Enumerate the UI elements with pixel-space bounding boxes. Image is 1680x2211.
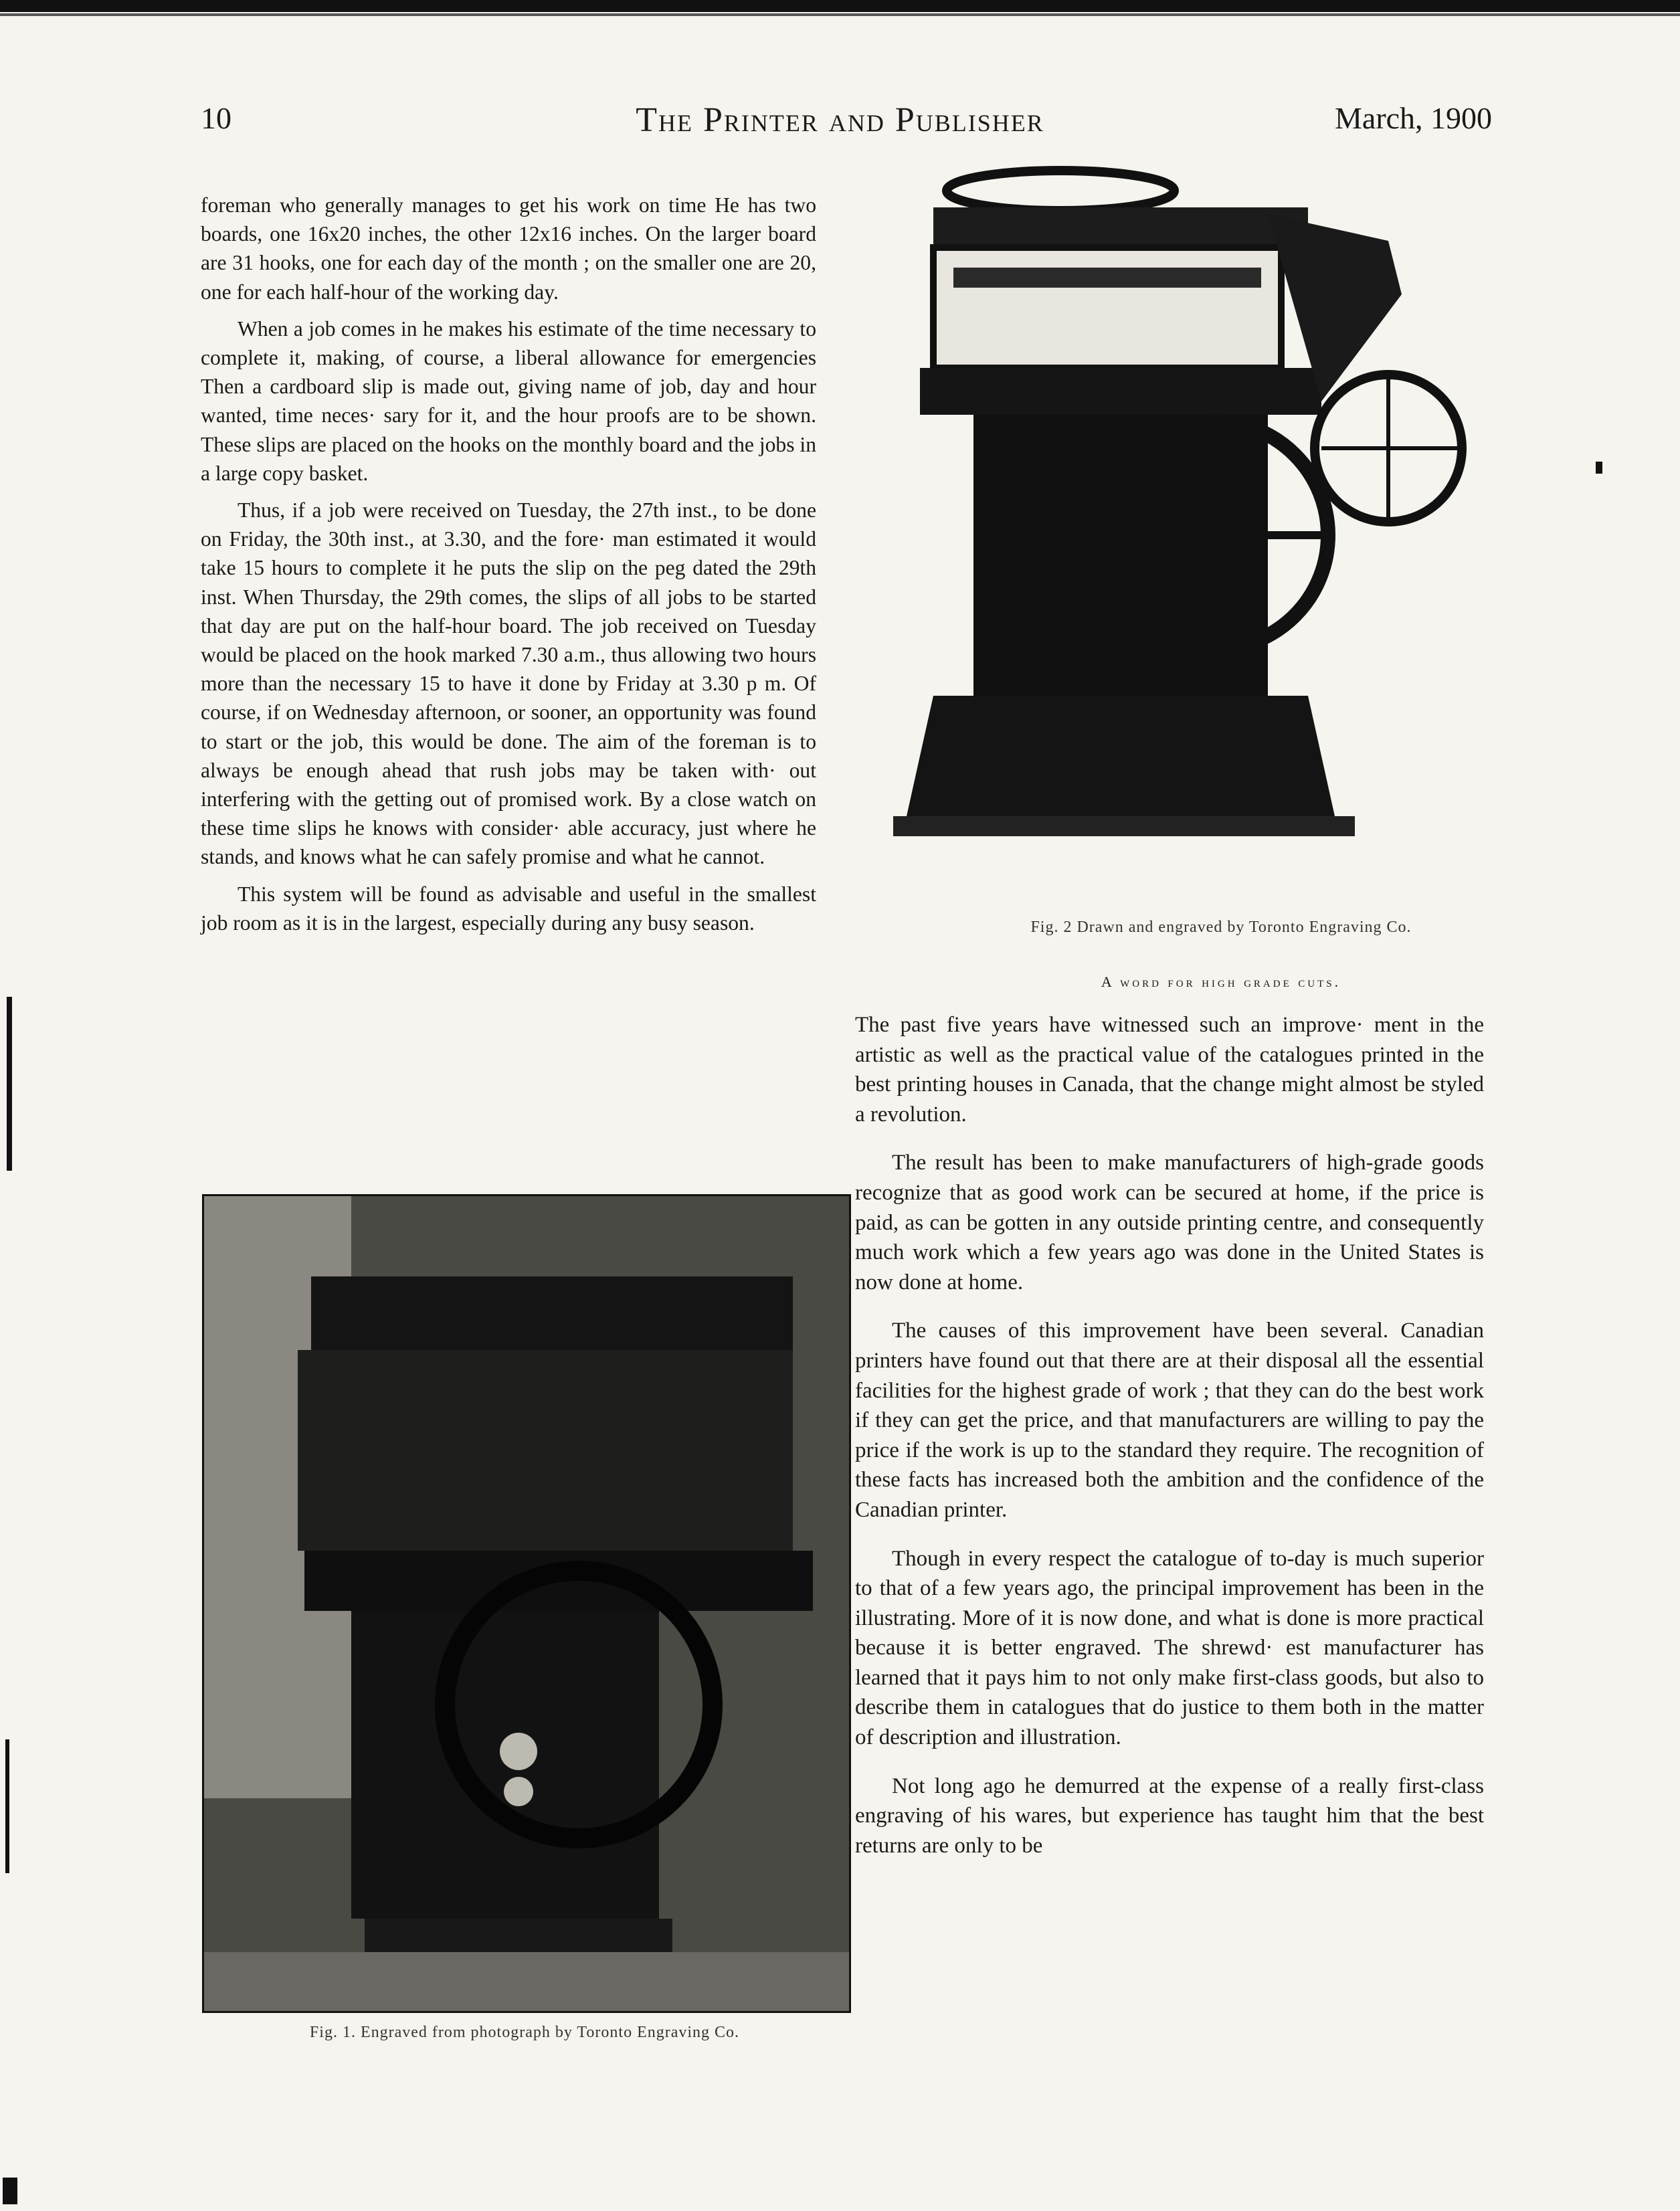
paper-cutter-photo-icon xyxy=(204,1196,849,2011)
scan-top-edge xyxy=(0,0,1680,12)
page-number: 10 xyxy=(201,101,231,135)
figure-1-caption: Fig. 1. Engraved from photograph by Toronto Engraving Co. xyxy=(309,2024,740,2041)
scan-top-edge-line xyxy=(0,13,1680,16)
paragraph: Thus, if a job were received on Tuesday, the 27th inst., to be done on Friday, the 30th inst., at 3.30, and the fore· man estimated it would take 15 hours to complete it he puts the slip on the peg dated the 29th inst. When Thursday, the 29th comes, the slips of all jobs to be started that day are put on the half-hour board. The job received on Tuesday would be placed on the hook marked 7.30 a.m., thus allowing two hours more than the necessary 15 to have it done by Friday at 3.30 p m. Of course, if on Wednesday afternoon, or sooner, an opportunity was found to start or the job, this would be done. The aim of the foreman is to always be enough ahead that rush jobs may be taken with· out interfering with the getting out of promised work. By a close watch on these time slips he knows with consider· able accuracy, just where he stands, and knows what he can safely promise and what he cannot. xyxy=(201,498,816,869)
paragraph: The result has been to make manufacturers of high-grade goods recognize that as good work can be secured at home, if the price is paid, as can be gotten in any outside printing centre, and consequently much work which a few years ago was done in the United States is now done at home. xyxy=(855,1151,1484,1294)
right-column-text xyxy=(855,1010,1484,1879)
scan-margin-mark xyxy=(1596,462,1602,474)
scan-margin-mark xyxy=(3,2178,17,2204)
paragraph: Though in every respect the catalogue of to-day is much superior to that of a few years ago, the principal improvement has been in the illustrating. More of it is now done, and what is done is more practical because it is better engraved. The shrewd· est manufacturer has learned that it pays him to not only make first-class goods, but also to describe them in catalogues that do justice to them both in the matter of description and illustration. xyxy=(855,1546,1484,1750)
paper-cutter-drawing-icon xyxy=(893,161,1489,863)
figure-2-caption: Fig. 2 Drawn and engraved by Toronto Engraving Co. xyxy=(1030,919,1412,936)
paragraph: foreman who generally manages to get his work on time He has two boards, one 16x20 inches, the other 12x16 inches. On the larger board are 31 hooks, one for each day of the month ; on the smaller one are 20, one for each half-hour of the working day. xyxy=(201,193,816,304)
figure-1-photo-engraving xyxy=(202,1194,851,2013)
journal-title: The Printer and Publisher xyxy=(636,101,1044,139)
section-heading: A word for high grade cuts. xyxy=(1101,973,1341,990)
left-column-text xyxy=(201,191,816,945)
scan-margin-mark xyxy=(5,1739,9,1873)
paragraph: This system will be found as advisable and useful in the smallest job room as it is in the largest, especially during any busy season. xyxy=(201,882,816,935)
paragraph: The causes of this improvement have been several. Canadian printers have found out that there are at their disposal all the essential facilities for the highest grade of work ; that they can do the best work if they can get the price, and that manufacturers are willing to pay the price if the work is up to the standard they require. The recognition of these facts has increased both the ambition and the confidence of the Canadian printer. xyxy=(855,1319,1484,1522)
issue-date: March, 1900 xyxy=(1335,101,1493,135)
scan-margin-mark xyxy=(7,997,12,1171)
paragraph: When a job comes in he makes his estimate of the time necessary to complete it, making, of course, a liberal allowance for emergencies Then a cardboard slip is made out, giving name of job, day and hour wanted, time neces· sary for it, and the hour proofs are to be shown. These slips are placed on the hooks on the monthly board and the jobs in a large copy basket. xyxy=(201,316,816,485)
paragraph: The past five years have witnessed such an improve· ment in the artistic as well as the practical value of the catalogues printed in the best printing houses in Canada, that the change might almost be styled a revolution. xyxy=(855,1013,1484,1127)
figure-2-paper-cutter-engraving xyxy=(893,161,1489,863)
paragraph: Not long ago he demurred at the expense of a really first-class engraving of his wares, but experience has taught him that the best returns are only to be xyxy=(855,1773,1484,1858)
